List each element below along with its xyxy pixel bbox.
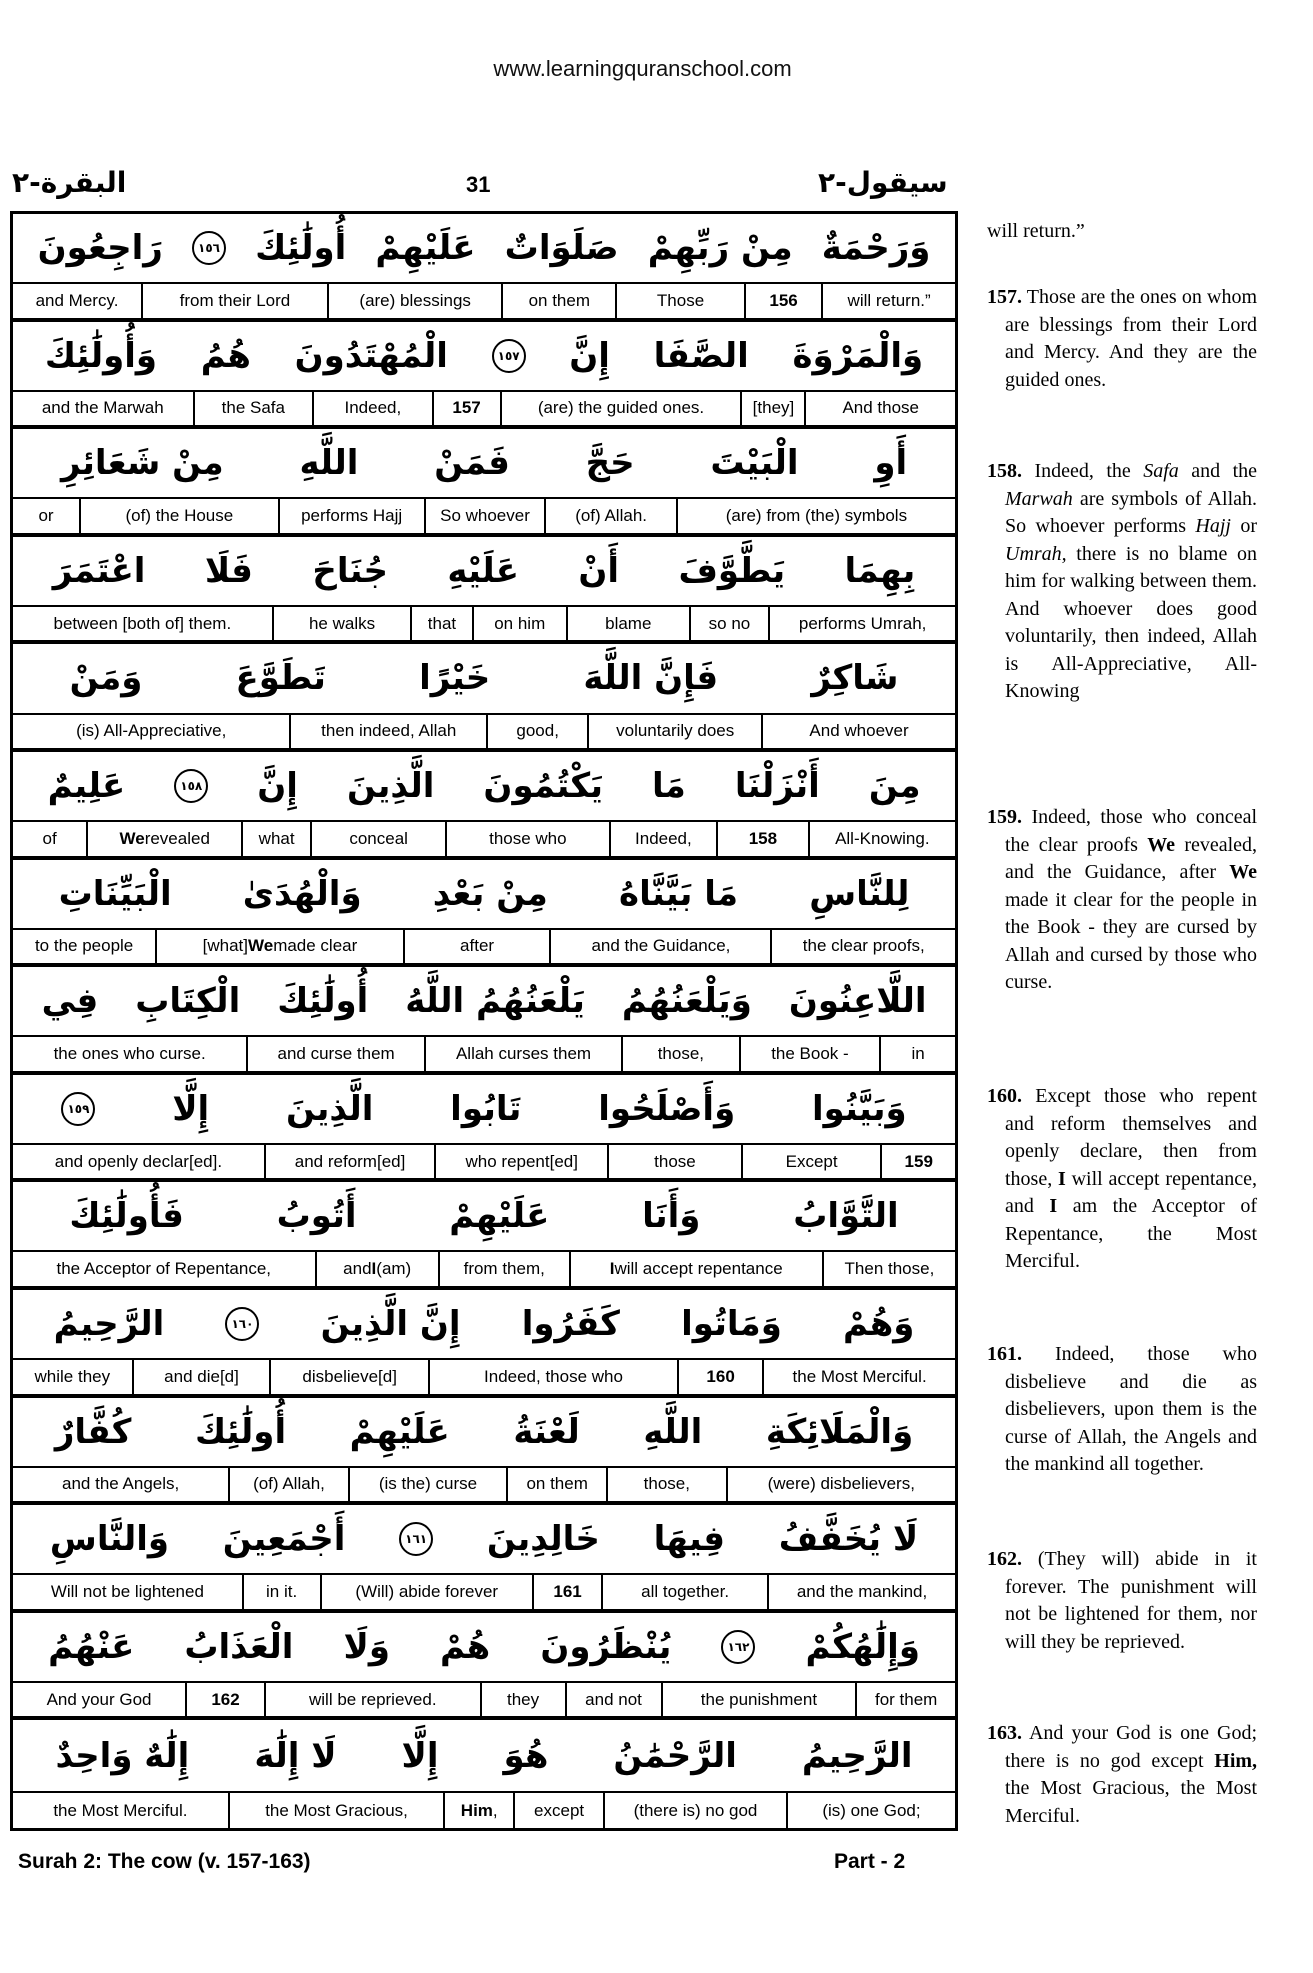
arabic-word: لِلنَّاسِ bbox=[809, 873, 910, 914]
arabic-row bbox=[13, 429, 955, 499]
english-word-cell: blame bbox=[566, 607, 689, 640]
english-word-cell: to the people bbox=[34, 936, 134, 956]
ayah-number-marker: ١٥٦ bbox=[192, 231, 226, 265]
arabic-word: فِيهَا bbox=[653, 1519, 726, 1560]
english-word-cell: So whoever bbox=[424, 499, 545, 532]
english-word-cell: the Most Merciful. bbox=[762, 1360, 955, 1393]
verse-number: 161. bbox=[987, 1343, 1022, 1365]
arabic-row bbox=[13, 1613, 955, 1683]
arabic-row bbox=[13, 214, 955, 284]
english-word-cell: from their Lord bbox=[141, 284, 327, 317]
verse-row-pair bbox=[13, 967, 955, 1075]
english-word-cell: (there is) no god bbox=[603, 1793, 786, 1828]
arabic-word: أَجْمَعِينَ bbox=[222, 1519, 346, 1560]
arabic-word: عَلِيمٌ bbox=[47, 766, 126, 807]
english-word-cell: so no bbox=[689, 607, 769, 640]
arabic-word: اللَّاعِنُونَ bbox=[788, 981, 927, 1022]
verse-number-cell: 162 bbox=[185, 1683, 264, 1716]
verse-number: 162. bbox=[987, 1548, 1022, 1570]
english-word-cell: (of) the House bbox=[79, 499, 278, 532]
english-word-cell: those who bbox=[445, 822, 609, 855]
arabic-word: فَأُولَٰئِكَ bbox=[69, 1196, 184, 1237]
arabic-word: وَلَا bbox=[343, 1626, 390, 1667]
arabic-row bbox=[13, 1398, 955, 1468]
arabic-word: الْعَذَابُ bbox=[184, 1626, 294, 1667]
arabic-word: هُمُ bbox=[200, 335, 251, 376]
english-row bbox=[13, 1145, 955, 1182]
arabic-word: اللَّهِ bbox=[299, 443, 359, 484]
arabic-word: وَمَاتُوا bbox=[681, 1304, 782, 1344]
arabic-word: الْبَيْتَ bbox=[710, 443, 799, 484]
arabic-row bbox=[13, 1720, 955, 1793]
translation-paragraph: will return.” bbox=[987, 220, 1085, 242]
header-part-arabic: سيقول-٢ bbox=[818, 166, 948, 199]
english-word-cell: Indeed, bbox=[312, 392, 432, 425]
english-word-cell: that bbox=[410, 607, 471, 640]
arabic-word: حَجَّ bbox=[585, 443, 635, 484]
arabic-word: وَأَصْلَحُوا bbox=[598, 1088, 736, 1129]
english-row bbox=[13, 499, 955, 536]
english-word-cell: in bbox=[879, 1037, 955, 1070]
arabic-word: مَا بَيَّنَّاهُ bbox=[619, 873, 739, 914]
english-word-cell: performs Umrah, bbox=[768, 607, 955, 640]
arabic-word: أُولَٰئِكَ bbox=[255, 228, 347, 269]
arabic-row bbox=[13, 1182, 955, 1252]
english-word-cell: they bbox=[480, 1683, 565, 1716]
verse-number-cell: 159 bbox=[880, 1145, 955, 1178]
english-word-cell: on them bbox=[501, 284, 615, 317]
english-word-cell: of bbox=[42, 828, 57, 848]
english-row bbox=[13, 1575, 955, 1612]
english-word-cell: (of) Allah, bbox=[228, 1468, 347, 1501]
arabic-word: وَمَنْ bbox=[69, 658, 143, 699]
english-word-cell: Then those, bbox=[822, 1252, 955, 1285]
english-word-cell: or bbox=[38, 506, 54, 526]
english-word-cell: those, bbox=[606, 1468, 725, 1501]
verse-row-pair bbox=[13, 1505, 955, 1613]
verse-row-pair bbox=[13, 1290, 955, 1398]
english-word-cell: while they bbox=[34, 1366, 111, 1386]
english-word-cell: (of) Allah. bbox=[544, 499, 675, 532]
english-word-cell: (were) disbelievers, bbox=[726, 1468, 956, 1501]
english-word-cell: and reform[ed] bbox=[264, 1145, 434, 1178]
english-word-cell: Allah curses them bbox=[424, 1037, 621, 1070]
english-word-cell: Except bbox=[741, 1145, 881, 1178]
arabic-word: وَبَيَّنُوا bbox=[811, 1088, 907, 1129]
english-word-cell: We revealed bbox=[86, 822, 241, 855]
english-word-cell: and curse them bbox=[246, 1037, 424, 1070]
english-word-cell: all together. bbox=[601, 1575, 767, 1608]
english-word-cell: and not bbox=[565, 1683, 661, 1716]
footer-surah-label: Surah 2: The cow (v. 157-163) bbox=[18, 1850, 311, 1873]
arabic-word: إِنَّ bbox=[257, 766, 298, 807]
arabic-word: يَلْعَنُهُمُ اللَّهُ bbox=[405, 981, 585, 1022]
english-word-cell: those bbox=[607, 1145, 741, 1178]
translation-paragraph: 160. Except those who repent and reform themselves and openly declare, then from those, I will accept repentance, and I am the Acceptor of Repentance, the Most Merciful. bbox=[987, 1085, 1258, 1272]
arabic-word: الْكِتَابِ bbox=[135, 981, 241, 1022]
arabic-word: يَكْتُمُونَ bbox=[483, 766, 603, 807]
verse-row-pair bbox=[13, 214, 955, 322]
arabic-word: الرَّحْمَٰنُ bbox=[613, 1735, 737, 1776]
translation-paragraph: 158. Indeed, the Safa and the Marwah are symbols of Allah. So whoever performs Hajj or Umrah, there is no blame on him for walking between them. And whoever does good voluntarily, then indeed, Allah is All-Appreciative, All-Knowing bbox=[987, 460, 1258, 702]
arabic-word: فَإِنَّ اللَّهَ bbox=[583, 658, 719, 699]
translation-paragraph: 163. And your God is one God; there is no god except Him, the Most Gracious, the Most Merciful. bbox=[987, 1722, 1258, 1827]
arabic-word: فِي bbox=[41, 981, 99, 1022]
english-word-cell: and the Marwah bbox=[41, 398, 164, 418]
english-word-cell: (are) from (the) symbols bbox=[676, 499, 955, 532]
english-word-cell: in it. bbox=[242, 1575, 320, 1608]
english-word-cell: from them, bbox=[438, 1252, 569, 1285]
english-word-cell: will be reprieved. bbox=[264, 1683, 480, 1716]
english-word-cell: what bbox=[241, 822, 310, 855]
ayah-number-marker: ١٦٠ bbox=[225, 1307, 259, 1341]
english-word-cell: who repent[ed] bbox=[434, 1145, 607, 1178]
footer-part-label: Part - 2 bbox=[834, 1850, 906, 1873]
english-word-cell: he walks bbox=[272, 607, 411, 640]
verse-row-pair bbox=[13, 322, 955, 430]
arabic-word: لَا إِلَٰهَ bbox=[254, 1735, 337, 1776]
arabic-word: عَنْهُمُ bbox=[48, 1626, 135, 1667]
arabic-word: أُولَٰئِكَ bbox=[195, 1411, 287, 1452]
english-row bbox=[13, 822, 955, 859]
english-word-cell: (is the) curse bbox=[348, 1468, 507, 1501]
english-word-cell: for them bbox=[855, 1683, 955, 1716]
arabic-word: عَلَيْهِمْ bbox=[449, 1196, 550, 1237]
arabic-word: وَهُمْ bbox=[843, 1304, 915, 1344]
english-row bbox=[13, 392, 955, 429]
arabic-word: وَالْمَلَائِكَةِ bbox=[765, 1411, 914, 1452]
arabic-word: الَّذِينَ bbox=[346, 766, 435, 807]
ayah-number-marker: ١٥٨ bbox=[174, 769, 208, 803]
english-row bbox=[13, 1683, 955, 1720]
arabic-word: تَطَوَّعَ bbox=[235, 658, 326, 699]
translation-paragraph: 157. Those are the ones on whom are blessings from their Lord and Mercy. And they are the guided ones. bbox=[987, 286, 1258, 391]
arabic-word: كُفَّارٌ bbox=[54, 1411, 132, 1452]
arabic-row bbox=[13, 1505, 955, 1575]
verse-number-cell: 156 bbox=[744, 284, 821, 317]
arabic-word: الرَّحِيمُ bbox=[801, 1735, 913, 1776]
verse-row-pair bbox=[13, 1720, 955, 1828]
english-word-cell: disbelieve[d] bbox=[269, 1360, 428, 1393]
website-url[interactable]: www.learningquranschool.com bbox=[493, 56, 792, 81]
english-row bbox=[13, 930, 955, 967]
arabic-word: فَمَنْ bbox=[434, 443, 510, 484]
arabic-word: لَعْنَةُ bbox=[513, 1411, 580, 1452]
english-word-cell: after bbox=[403, 930, 550, 963]
arabic-word: أَوِ bbox=[874, 443, 908, 484]
arabic-word: خَالِدِينَ bbox=[486, 1519, 600, 1560]
verse-number-cell: 157 bbox=[432, 392, 500, 425]
english-word-cell: All-Knowing. bbox=[808, 822, 955, 855]
english-word-cell: the Book - bbox=[739, 1037, 880, 1070]
arabic-word: إِلَّا bbox=[172, 1088, 210, 1129]
arabic-word: كَفَرُوا bbox=[521, 1304, 620, 1344]
english-word-cell: will return.” bbox=[821, 284, 955, 317]
arabic-word: الرَّحِيمُ bbox=[53, 1304, 165, 1344]
arabic-word: مِنْ شَعَائِرِ bbox=[60, 443, 224, 484]
english-word-cell: [what] We made clear bbox=[155, 930, 402, 963]
arabic-word: وَرَحْمَةٌ bbox=[821, 228, 931, 269]
verse-row-pair bbox=[13, 1075, 955, 1183]
arabic-row bbox=[13, 322, 955, 392]
arabic-word: اعْتَمَرَ bbox=[52, 550, 146, 591]
verse-row-pair bbox=[13, 860, 955, 968]
arabic-word: أَنْزَلْنَا bbox=[734, 766, 820, 807]
arabic-word: عَلَيْهِ bbox=[447, 550, 519, 591]
english-word-cell: good, bbox=[486, 715, 587, 748]
english-word-cell: I will accept repentance bbox=[569, 1252, 822, 1285]
arabic-word: مِنْ بَعْدِ bbox=[432, 873, 548, 914]
english-word-cell: (is) All-Appreciative, bbox=[76, 721, 227, 741]
verse-number: 158. bbox=[987, 460, 1022, 482]
arabic-word: مِنَ bbox=[868, 766, 921, 807]
arabic-row bbox=[13, 967, 955, 1037]
english-word-cell: and the Guidance, bbox=[549, 930, 770, 963]
translation-paragraph: 162. (They will) abide in it forever. The punishment will not be lightened for them, nor will they be reprieved. bbox=[987, 1548, 1258, 1653]
arabic-row bbox=[13, 1075, 955, 1145]
arabic-word: عَلَيْهِمْ bbox=[375, 228, 476, 269]
verse-number: 163. bbox=[987, 1722, 1022, 1744]
english-row bbox=[13, 715, 955, 752]
arabic-word: فَلَا bbox=[204, 550, 253, 591]
english-word-cell: between [both of] them. bbox=[53, 613, 232, 633]
verse-number: 160. bbox=[987, 1085, 1022, 1107]
english-word-cell: (is) one God; bbox=[786, 1793, 955, 1828]
arabic-word: مَا bbox=[652, 766, 686, 807]
arabic-word: هُمْ bbox=[440, 1626, 491, 1667]
english-word-cell: And whoever bbox=[761, 715, 955, 748]
arabic-word: رَاجِعُونَ bbox=[37, 228, 163, 269]
english-word-cell: Indeed, bbox=[609, 822, 717, 855]
arabic-word: شَاكِرٌ bbox=[811, 658, 899, 699]
verse-number: 157. bbox=[987, 286, 1022, 308]
english-word-cell: [they] bbox=[740, 392, 804, 425]
english-row bbox=[13, 1793, 955, 1828]
english-word-cell: on him bbox=[472, 607, 566, 640]
english-word-cell: Him , bbox=[443, 1793, 513, 1828]
english-word-cell: except bbox=[513, 1793, 603, 1828]
verse-number-cell: 158 bbox=[716, 822, 807, 855]
arabic-word: أُولَٰئِكَ bbox=[277, 981, 369, 1022]
arabic-word: يُنْظَرُونَ bbox=[540, 1626, 672, 1667]
ayah-number-marker: ١٦٢ bbox=[721, 1630, 755, 1664]
translation-paragraph: 159. Indeed, those who conceal the clear proofs We revealed, and the Guidance, after We made it clear for the people in the Book - they are cursed by Allah and cursed by those who curse. bbox=[987, 806, 1258, 993]
verse-row-pair bbox=[13, 537, 955, 645]
english-word-cell: performs Hajj bbox=[278, 499, 424, 532]
english-word-cell: and the Angels, bbox=[62, 1474, 180, 1494]
english-word-cell: the Most Gracious, bbox=[228, 1793, 444, 1828]
arabic-word: وَأُولَٰئِكَ bbox=[44, 335, 158, 376]
verse-number: 159. bbox=[987, 806, 1022, 828]
page-number: 31 bbox=[466, 172, 491, 197]
english-word-cell: the ones who curse. bbox=[53, 1044, 206, 1064]
verse-number-cell: 160 bbox=[677, 1360, 762, 1393]
english-word-cell: voluntarily does bbox=[587, 715, 761, 748]
english-word-cell: and openly declar[ed]. bbox=[54, 1151, 223, 1171]
verse-number-cell: 161 bbox=[532, 1575, 601, 1608]
english-word-cell: Indeed, those who bbox=[428, 1360, 677, 1393]
english-word-cell: those, bbox=[621, 1037, 738, 1070]
arabic-word: مِنْ رَبِّهِمْ bbox=[647, 228, 793, 269]
arabic-word: وَإِلَٰهُكُمْ bbox=[805, 1626, 920, 1667]
ayah-number-marker: ١٥٧ bbox=[492, 339, 526, 373]
verse-row-pair bbox=[13, 644, 955, 752]
arabic-row bbox=[13, 537, 955, 607]
english-row bbox=[13, 1468, 955, 1505]
arabic-word: بِهِمَا bbox=[844, 550, 916, 591]
arabic-row bbox=[13, 860, 955, 930]
arabic-word: أَتُوبُ bbox=[276, 1196, 357, 1237]
arabic-word: أَنْ bbox=[578, 550, 620, 591]
english-word-cell: (are) blessings bbox=[327, 284, 502, 317]
arabic-word: إِنَّ الَّذِينَ bbox=[320, 1304, 461, 1344]
arabic-word: لَا يُخَفَّفُ bbox=[778, 1519, 919, 1560]
english-row bbox=[13, 607, 955, 644]
verse-row-pair bbox=[13, 429, 955, 537]
arabic-word: وَأَنَا bbox=[642, 1196, 701, 1237]
english-word-cell: and die[d] bbox=[132, 1360, 270, 1393]
english-word-cell: the Safa bbox=[193, 392, 313, 425]
word-by-word-table bbox=[10, 211, 958, 1831]
english-word-cell: and the mankind, bbox=[767, 1575, 955, 1608]
english-word-cell: the Most Merciful. bbox=[53, 1800, 188, 1820]
arabic-word: خَيْرًا bbox=[419, 658, 491, 699]
english-word-cell: on them bbox=[506, 1468, 606, 1501]
arabic-word: وَالنَّاسِ bbox=[49, 1519, 170, 1560]
arabic-word: الصَّفَا bbox=[653, 335, 749, 376]
english-row bbox=[13, 1252, 955, 1289]
arabic-word: الْبَيِّنَاتِ bbox=[58, 873, 172, 914]
arabic-word: وَالْهُدَىٰ bbox=[242, 873, 362, 914]
english-word-cell: And those bbox=[804, 392, 955, 425]
verse-row-pair bbox=[13, 752, 955, 860]
arabic-word: جُنَاحَ bbox=[312, 550, 388, 591]
arabic-word: تَابُوا bbox=[450, 1088, 522, 1129]
english-word-cell: (Will) abide forever bbox=[320, 1575, 532, 1608]
arabic-word: إِلَٰهٌ وَاحِدٌ bbox=[55, 1735, 190, 1776]
english-word-cell: the Acceptor of Repentance, bbox=[56, 1259, 272, 1279]
english-word-cell: And your God bbox=[46, 1689, 152, 1709]
english-row bbox=[13, 284, 955, 321]
arabic-word: الَّذِينَ bbox=[285, 1088, 374, 1129]
arabic-word: صَلَوَاتٌ bbox=[504, 228, 619, 269]
translation-paragraph: 161. Indeed, those who disbelieve and die as disbelievers, upon them is the curse of Allah, the Angels and the mankind all together. bbox=[987, 1343, 1258, 1475]
english-word-cell: Will not be lightened bbox=[50, 1581, 204, 1601]
ayah-number-marker: ١٦١ bbox=[399, 1522, 433, 1556]
arabic-word: إِلَّا bbox=[401, 1735, 439, 1776]
english-word-cell: and Mercy. bbox=[35, 290, 119, 310]
verse-row-pair bbox=[13, 1398, 955, 1506]
english-word-cell: the punishment bbox=[661, 1683, 856, 1716]
english-row bbox=[13, 1037, 955, 1074]
english-row bbox=[13, 1360, 955, 1397]
arabic-word: يَطَّوَّفَ bbox=[678, 550, 786, 591]
english-word-cell: then indeed, Allah bbox=[289, 715, 486, 748]
arabic-word: اللَّهِ bbox=[643, 1411, 703, 1452]
english-word-cell: conceal bbox=[310, 822, 445, 855]
ayah-number-marker: ١٥٩ bbox=[61, 1092, 95, 1126]
header-surah-arabic: البقرة-٢ bbox=[12, 166, 127, 199]
arabic-word: الْمُهْتَدُونَ bbox=[294, 335, 448, 376]
english-word-cell: and I (am) bbox=[315, 1252, 438, 1285]
english-word-cell: the clear proofs, bbox=[770, 930, 955, 963]
verse-row-pair bbox=[13, 1613, 955, 1721]
arabic-word: إِنَّ bbox=[569, 335, 610, 376]
arabic-word: التَّوَّابُ bbox=[793, 1196, 899, 1237]
english-word-cell: Those bbox=[615, 284, 744, 317]
arabic-word: وَالْمَرْوَةَ bbox=[792, 335, 924, 376]
verse-row-pair bbox=[13, 1182, 955, 1290]
arabic-row bbox=[13, 1290, 955, 1360]
arabic-word: وَيَلْعَنُهُمُ bbox=[621, 981, 752, 1022]
arabic-row bbox=[13, 644, 955, 714]
english-word-cell: (are) the guided ones. bbox=[500, 392, 741, 425]
arabic-row bbox=[13, 752, 955, 822]
arabic-word: هُوَ bbox=[503, 1735, 549, 1776]
arabic-word: عَلَيْهِمْ bbox=[349, 1411, 450, 1452]
